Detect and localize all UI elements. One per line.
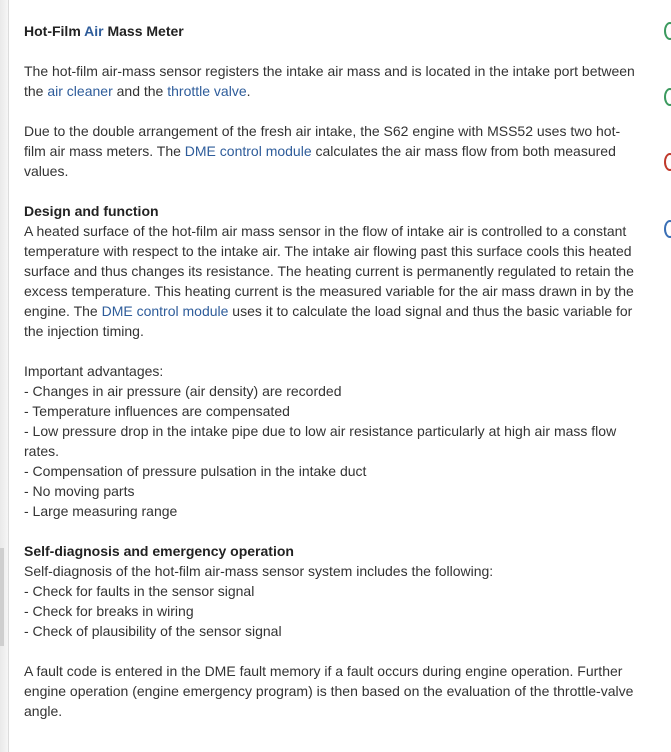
- red-indicator-icon[interactable]: [664, 153, 671, 171]
- list-item: - Compensation of pressure pulsation in the intake duct: [24, 463, 367, 479]
- design-paragraph: A heated surface of the hot-film air mass sensor in the flow of intake air is controlled to a constant temperature with respect to the intake air. The intake air flowing past this surface cools this heated surface and thus changes its resistance. The heating current is permanently regulated to retain the excess temperature. This heating current is the measured variable for the air mass drawn in by the engine. The DME control module uses it to calculate the load signal and thus the basic variable for the injection timing.: [24, 223, 634, 339]
- dme-control-module-link[interactable]: DME control module: [101, 303, 229, 319]
- self-diagnosis-list: [24, 581, 636, 641]
- design-heading: Design and function: [24, 203, 159, 219]
- air-cleaner-link[interactable]: air cleaner: [47, 83, 113, 99]
- intro-paragraph: The hot-film air-mass sensor registers the intake air mass and is located in the intake port between the air cleaner and the throttle valve.: [24, 63, 635, 99]
- advantages-heading: Important advantages:: [24, 363, 164, 379]
- advantages-list: [24, 381, 636, 521]
- list-item: - Check of plausibility of the sensor signal: [24, 623, 282, 639]
- fault-code-paragraph: A fault code is entered in the DME fault memory if a fault occurs during engine operation. Further engine operation (engine emergency program) is then based on the evaluation of the throttle-valve angle.: [24, 663, 634, 719]
- title-text: Mass Meter: [103, 23, 184, 39]
- list-item: - Low pressure drop in the intake pipe due to low air resistance particularly at high air mass flow rates.: [24, 423, 617, 459]
- list-item: - Check for breaks in wiring: [24, 603, 194, 619]
- list-item: - Large measuring range: [24, 503, 178, 519]
- self-diagnosis-heading: Self-diagnosis and emergency operation: [24, 543, 294, 559]
- list-item: - Changes in air pressure (air density) are recorded: [24, 383, 342, 399]
- throttle-valve-link[interactable]: throttle valve: [167, 83, 247, 99]
- green-indicator-icon[interactable]: [664, 88, 671, 106]
- list-item: - Check for faults in the sensor signal: [24, 583, 255, 599]
- article-title: [24, 21, 636, 41]
- dme-control-module-link[interactable]: DME control module: [184, 143, 312, 159]
- title-text: Hot-Film: [24, 23, 85, 39]
- air-link[interactable]: Air: [84, 23, 104, 39]
- list-item: - No moving parts: [24, 483, 135, 499]
- right-edge-indicators: [665, 0, 671, 752]
- left-scroll-marker: [0, 548, 4, 646]
- article-content: [24, 21, 636, 721]
- dual-meter-paragraph: Due to the double arrangement of the fresh air intake, the S62 engine with MSS52 uses two hot-film air mass meters. The DME control module calculates the air mass flow from both measured values.: [24, 123, 621, 179]
- green-indicator-icon[interactable]: [664, 22, 671, 40]
- blue-indicator-icon[interactable]: [664, 220, 671, 238]
- self-diagnosis-intro: Self-diagnosis of the hot-film air-mass sensor system includes the following:: [24, 563, 494, 579]
- list-item: - Temperature influences are compensated: [24, 403, 290, 419]
